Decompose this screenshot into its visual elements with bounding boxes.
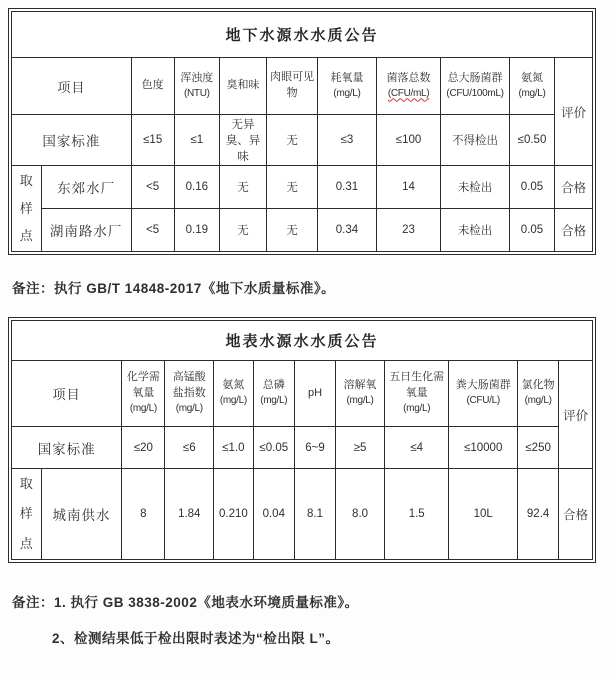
measured-value: 8.1 (294, 469, 335, 560)
measured-value: 92.4 (517, 469, 558, 560)
header-row (12, 361, 593, 427)
column-header-cod (122, 361, 165, 427)
column-unit: (mg/L) (219, 395, 247, 407)
header-row (12, 58, 593, 115)
column-header-ph (294, 361, 335, 427)
evaluation-header: 评价 (559, 361, 593, 469)
column-unit: (CFU/100mL) (446, 87, 504, 99)
table-row (12, 209, 593, 252)
column-unit: (mg/L) (175, 403, 203, 415)
standard-value: 6~9 (294, 427, 335, 469)
standard-value: ≤1 (174, 115, 219, 166)
column-label: 氨氮 (222, 379, 245, 392)
column-header-ammonia-nitrogen (214, 361, 254, 427)
measured-value: 0.210 (214, 469, 254, 560)
column-header-fecal-coliform (449, 361, 518, 427)
table-row (12, 166, 593, 209)
national-standard-row (12, 427, 593, 469)
column-label: 五日生化需氧量 (389, 371, 445, 400)
standard-value: ≤15 (131, 115, 174, 166)
column-header-ammonia-nitrogen (509, 58, 554, 115)
standard-value: ≤4 (384, 427, 448, 469)
sampling-point-name: 城南供水 (41, 469, 122, 560)
column-label: 总大肠菌群 (447, 71, 503, 84)
measured-value: 无 (219, 166, 266, 209)
measured-value: 0.34 (318, 209, 377, 252)
column-label: pH (308, 386, 323, 399)
standard-value: ≤0.05 (253, 427, 294, 469)
item-header: 项目 (12, 361, 122, 427)
table-title-row (12, 321, 593, 361)
measured-value: <5 (131, 166, 174, 209)
column-label: 高锰酸盐指数 (172, 371, 206, 400)
measured-value: 0.31 (318, 166, 377, 209)
measured-value: 0.05 (509, 209, 554, 252)
sampling-point-name: 东郊水厂 (41, 166, 131, 209)
measured-value: 8 (122, 469, 165, 560)
measured-value: 无 (267, 166, 318, 209)
measured-value: 1.5 (384, 469, 448, 560)
measured-value: 无 (267, 209, 318, 252)
surface-water-note-2: 2、检测结果低于检出限时表述为“检出限 L”。 (52, 631, 340, 646)
column-unit: (mg/L) (518, 87, 546, 99)
measured-value: 0.16 (174, 166, 219, 209)
table-title: 地下水源水水质公告 (12, 12, 593, 58)
evaluation-header: 评价 (555, 58, 593, 166)
column-header-bod5 (384, 361, 448, 427)
column-label: 总磷 (262, 379, 285, 392)
column-header-colony-count (376, 58, 440, 115)
column-label: 臭和味 (226, 79, 260, 92)
column-label: 氯化物 (521, 379, 555, 392)
column-unit: (mg/L) (129, 403, 157, 415)
standard-value: 无 (267, 115, 318, 166)
standard-value: ≤1.0 (214, 427, 254, 469)
column-label: 粪大肠菌群 (455, 379, 511, 392)
measured-value: 0.04 (253, 469, 294, 560)
standard-value: ≥5 (336, 427, 385, 469)
column-label: 溶解氧 (343, 379, 377, 392)
standard-value: ≤6 (165, 427, 214, 469)
column-unit: (NTU) (183, 87, 210, 99)
measured-value: 10L (449, 469, 518, 560)
surface-water-note-1: 备注：1. 执行 GB 3838-2002《地表水环境质量标准》。 (12, 595, 359, 610)
evaluation-result: 合格 (555, 166, 593, 209)
measured-value: 23 (376, 209, 440, 252)
measured-value: 无 (219, 209, 266, 252)
column-header-total-phosphorus (253, 361, 294, 427)
column-label: 化学需氧量 (126, 371, 160, 400)
measured-value: 未检出 (441, 166, 510, 209)
column-header-visible-matter (267, 58, 318, 115)
column-header-dissolved-oxygen (336, 361, 385, 427)
measured-value: 0.19 (174, 209, 219, 252)
surface-water-table (11, 320, 593, 560)
column-unit: (mg/L) (403, 403, 431, 415)
standard-value: ≤250 (517, 427, 558, 469)
column-header-total-coliform (441, 58, 510, 115)
column-unit: (mg/L) (524, 395, 552, 407)
column-header-oxygen-consumption (318, 58, 377, 115)
surface-water-table-frame (8, 317, 596, 563)
standard-label: 国家标准 (12, 115, 132, 166)
column-unit: (mg/L) (260, 395, 288, 407)
column-label: 菌落总数 (386, 71, 431, 84)
measured-value: <5 (131, 209, 174, 252)
column-header-permanganate-index (165, 361, 214, 427)
measured-value: 14 (376, 166, 440, 209)
column-header-color (131, 58, 174, 115)
column-label: 浑浊度 (180, 71, 214, 84)
standard-value: 不得检出 (441, 115, 510, 166)
column-label: 耗氧量 (330, 71, 364, 84)
groundwater-table (11, 11, 593, 252)
standard-label: 国家标准 (12, 427, 122, 469)
sampling-point-name: 湖南路水厂 (41, 209, 131, 252)
measured-value: 0.05 (509, 166, 554, 209)
national-standard-row (12, 115, 593, 166)
sampling-point-label: 取样点 (12, 166, 42, 252)
item-header: 项目 (12, 58, 132, 115)
standard-value: 无异臭、异味 (219, 115, 266, 166)
column-label: 肉眼可见物 (270, 71, 315, 99)
column-unit: (CFU/mL) (387, 87, 430, 99)
column-unit: (mg/L) (333, 87, 361, 99)
column-header-chloride (517, 361, 558, 427)
column-label: 氨氮 (521, 71, 543, 84)
measured-value: 未检出 (441, 209, 510, 252)
column-unit: (mg/L) (346, 395, 374, 407)
standard-value: ≤0.50 (509, 115, 554, 166)
column-header-odor-taste (219, 58, 266, 115)
standard-value: ≤20 (122, 427, 165, 469)
groundwater-note: 备注：执行 GB/T 14848-2017《地下水质量标准》。 (12, 281, 336, 296)
measured-value: 1.84 (165, 469, 214, 560)
standard-value: ≤100 (376, 115, 440, 166)
measured-value: 8.0 (336, 469, 385, 560)
column-unit: (CFU/L) (466, 395, 500, 407)
table-title: 地表水源水水质公告 (12, 321, 593, 361)
evaluation-result: 合格 (555, 209, 593, 252)
sampling-point-label: 取样点 (12, 469, 42, 560)
standard-value: ≤3 (318, 115, 377, 166)
table-title-row (12, 12, 593, 58)
groundwater-table-frame (8, 8, 596, 255)
standard-value: ≤10000 (449, 427, 518, 469)
column-header-turbidity (174, 58, 219, 115)
evaluation-result: 合格 (559, 469, 593, 560)
table-row (12, 469, 593, 560)
column-label: 色度 (141, 79, 164, 92)
